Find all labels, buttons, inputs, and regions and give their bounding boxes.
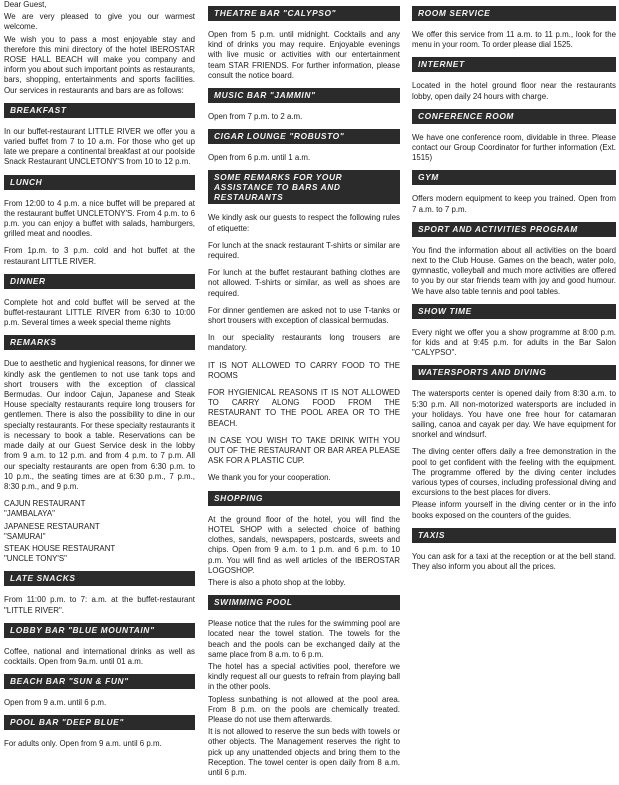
remarks-paragraph: For lunch at the buffet restaurant bathing clothes are not allowed. T-shirts or similar, as well as shoes are required. bbox=[208, 268, 400, 298]
room-service-heading: ROOM SERVICE bbox=[412, 6, 616, 21]
music-bar-heading: MUSIC BAR "JAMMIN" bbox=[208, 88, 400, 103]
cigar-lounge-heading: CIGAR LOUNGE "ROBUSTO" bbox=[208, 129, 400, 144]
internet-text: Located in the hotel ground floor near the restaurants lobby, open daily 24 hours with charge. bbox=[412, 81, 616, 101]
breakfast-text: In our buffet-restaurant LITTLE RIVER we offer you a varied buffet from 7 to 10 a.m. For those who get up late we prepare a continental breakfast at our poolside Snack Restaurant UNCLETONY'S from 10 to 12 p.m. bbox=[4, 126, 195, 167]
column-left bbox=[4, 0, 195, 757]
internet-heading: INTERNET bbox=[412, 57, 616, 72]
remarks-text: Due to aesthetic and hygienical reasons, for dinner we kindly ask the gentlemen to not use tank tops and short trousers with the exception of classical Bermudas. Our indoor Cajun, Japanese and Steak House specialty restaurants require long trousers for gentlemen. There is also the possibility to dine in our specialty restaurants. For these specialty restaurants it is necessary to book a table. Reservations can be made daily at our Guest Service desk in the lobby from 9 a.m. to 12 p.m. and from 4 p.m. to 7 p.m. All our specialty restaurants are open from 6:30 p.m. to 10 p.m., the seating times are at 6:30 p.m., 7 p.m., 8:30 p.m., and 9 p.m. bbox=[4, 359, 195, 491]
sport-heading: SPORT AND ACTIVITIES PROGRAM bbox=[412, 222, 616, 237]
taxis-heading: TAXIS bbox=[412, 528, 616, 543]
pool-bar-text: For adults only. Open from 9 a.m. until 6 p.m. bbox=[4, 739, 162, 749]
restaurant-type: JAPANESE RESTAURANT bbox=[4, 521, 100, 531]
remarks-paragraph: For lunch at the snack restaurant T-shirts or similar are required. bbox=[208, 240, 400, 261]
column-right bbox=[412, 0, 616, 579]
greeting: Dear Guest, bbox=[4, 0, 47, 9]
pool-rules-text-4: It is not allowed to reserve the sun beds with towels or other objects. The Management reserves the right to pick up any unattended objects and bring them to the Reception. The towel center is open daily from 8 a.m. until 6 p.m. bbox=[208, 727, 400, 777]
some-remarks-heading: SOME REMARKS FOR YOUR ASSISTANCE TO BARS AND RESTAURANTS bbox=[208, 170, 400, 204]
restaurant-type: STEAK HOUSE RESTAURANT bbox=[4, 543, 116, 553]
pool-rules-text-2: The hotel has a special activities pool, therefore we kindly request all our guests to refrain from playing ball in the other pools. bbox=[208, 661, 400, 692]
conference-room-text: We have one conference room, dividable in three. Please contact our Group Coordinator for further information (Ext. 1515) bbox=[412, 132, 616, 163]
room-service-text: We offer this service from 11 a.m. to 11 p.m., look for the menu in your room. To order please dial 1525. bbox=[412, 30, 616, 50]
theatre-bar-heading: THEATRE BAR "CALYPSO" bbox=[208, 6, 400, 21]
shopping-text-2: There is also a photo shop at the lobby. bbox=[208, 577, 346, 587]
beach-bar-heading: BEACH BAR "SUN & FUN" bbox=[4, 674, 195, 689]
remarks-paragraph: FOR HYGIENICAL REASONS IT IS NOT ALLOWED TO CARRY ALONG FOOD FROM THE RESTAURANT TO THE POOL AREA OR TO THE BEACH. bbox=[208, 388, 400, 428]
conference-room-heading: CONFERENCE ROOM bbox=[412, 109, 616, 124]
lobby-bar-text: Coffee, national and international drinks as well as cocktails. Open from 9a.m. until 01 a.m. bbox=[4, 646, 195, 666]
pool-bar-heading: POOL BAR "DEEP BLUE" bbox=[4, 715, 195, 730]
taxis-text: You can ask for a taxi at the reception or at the bell stand. They also inform you about all the prices. bbox=[412, 551, 616, 572]
column-middle bbox=[208, 0, 400, 785]
show-time-heading: SHOW TIME bbox=[412, 304, 616, 319]
lobby-bar-heading: LOBBY BAR "BLUE MOUNTAIN" bbox=[4, 623, 195, 638]
remarks-paragraph: We kindly ask our guests to respect the following rules of etiquette: bbox=[208, 213, 400, 233]
gym-heading: GYM bbox=[412, 170, 616, 185]
lunch-text: From 12:00 to 4 p.m. a nice buffet will be prepared at the restaurant buffet UNCLETONY'S. From 4 p.m. to 6 p.m. you can enjoy a buffet with salads, hamburgers, grilled meat and noodles. bbox=[4, 198, 195, 239]
late-snacks-heading: LATE SNACKS bbox=[4, 571, 195, 586]
gym-text: Offers modern equipment to keep you trained. Open from 7 a.m. to 7 p.m. bbox=[412, 194, 616, 214]
restaurant-item bbox=[4, 522, 195, 542]
pool-rules-text-3: Topless sunbathing is not allowed at the pool area. From 8 p.m. on the pools are chemically treated. Please do not use them afterwards. bbox=[208, 694, 400, 724]
watersports-heading: WATERSPORTS AND DIVING bbox=[412, 365, 616, 380]
cigar-lounge-text: Open from 6 p.m. until 1 a.m. bbox=[208, 153, 311, 163]
dinner-text: Complete hot and cold buffet will be served at the buffet-restaurant LITTLE RIVER from 6:30 to 10:00 p.m. Several times a week special theme nights bbox=[4, 297, 195, 328]
diving-info-text: Please inform yourself in the diving center or in the info books exposed on the counters of the guides. bbox=[412, 500, 616, 520]
remarks-paragraph: IT IS NOT ALLOWED TO CARRY FOOD TO THE ROOMS bbox=[208, 360, 400, 380]
shopping-text: At the ground floor of the hotel, you will find the HOTEL SHOP with a selected choice of bathing clothes, sandals, newspapers, postcards, sweets and chips. Open from 9 a.m. to 1 p.m. and 6 p.m. to 10 p.m. You will find as well articles of the IBEROSTAR LOGOSHOP. bbox=[208, 514, 400, 575]
restaurant-item bbox=[4, 499, 195, 519]
remarks-paragraph: For dinner gentlemen are asked not to use T-tanks or short trousers with exception of classical bermudas. bbox=[208, 305, 400, 326]
shopping-heading: SHOPPING bbox=[208, 491, 400, 506]
restaurant-name: "UNCLE TONY'S" bbox=[4, 554, 67, 564]
pool-rules-text: Please notice that the rules for the swimming pool are located near the towel station. The towels for the beach and the pools can be exchanged daily at the same place from 8 a.m. to 6 p.m. bbox=[208, 619, 400, 659]
intro-text: We wish you to pass a most enjoyable stay and therefore this mini directory of the hotel IBEROSTAR ROSE HALL BEACH will make you company and inform you about such important points as restaurants, bars, shopping, entertainments and sports facilities. Our services in restaurants and bars are as follows: bbox=[4, 34, 195, 95]
show-time-text: Every night we offer you a show programme at 8:00 p.m. for kids and at 9:45 p.m. for adults in the Bar Salon "CALYPSO". bbox=[412, 327, 616, 358]
swimming-pool-heading: SWIMMING POOL bbox=[208, 595, 400, 610]
dinner-heading: DINNER bbox=[4, 274, 195, 289]
sport-text: You find the information about all activities on the board next to the Club House. Games on the beach, water polo, gymnastic, volleyball and much more activities are offered to you by our star friends team with joy and good humour. We have also table tennis and pool tables. bbox=[412, 245, 616, 296]
lunch-heading: LUNCH bbox=[4, 175, 195, 190]
music-bar-text: Open from 7 p.m. to 2 a.m. bbox=[208, 112, 303, 122]
remarks-heading: REMARKS bbox=[4, 335, 195, 350]
watersports-text: The watersports center is opened daily from 8:30 a.m. to 5:30 p.m. All non-motorized watersports are included in your holidays. You have one free hour for catamaran sailing, canoa and cayak per day. We have equipment for snorkel and windsurf. bbox=[412, 389, 616, 440]
restaurant-name: "SAMURAI" bbox=[4, 531, 46, 541]
remarks-paragraph: We thank you for your cooperation. bbox=[208, 473, 331, 483]
remarks-paragraph: IN CASE YOU WISH TO TAKE DRINK WITH YOU OUT OF THE RESTAURANT OR BAR AREA PLEASE ASK FOR A PLASTIC CUP. bbox=[208, 435, 400, 466]
late-snacks-text: From 11:00 p.m. to 7: a.m. at the buffet-restaurant "LITTLE RIVER". bbox=[4, 595, 195, 615]
theatre-bar-text: Open from 5 p.m. until midnight. Cocktails and any kind of drinks you may require. Enjoyable evenings with live music or activities with our entertainment team STAR FRIENDS. For further information, please consult the notice board. bbox=[208, 30, 400, 80]
remarks-paragraph: In our speciality restaurants long trousers are mandatory. bbox=[208, 333, 400, 353]
welcome-text: We are very pleased to give you our warmest welcome. bbox=[4, 12, 195, 32]
diving-text: The diving center offers daily a free demonstration in the pool to get confident with the feeling with the equipment. The programme offered by the diving center includes various types of courses, including professional diving and excursions to the best places for divers. bbox=[412, 447, 616, 498]
restaurant-name: "JAMBALAYA" bbox=[4, 509, 55, 519]
restaurant-type: CAJUN RESTAURANT bbox=[4, 499, 86, 509]
restaurant-item bbox=[4, 544, 195, 564]
beach-bar-text: Open from 9 a.m. until 6 p.m. bbox=[4, 698, 107, 708]
breakfast-heading: BREAKFAST bbox=[4, 103, 195, 118]
lunch-text-2: From 1p.m. to 3 p.m. cold and hot buffet at the restaurant LITTLE RIVER. bbox=[4, 246, 195, 266]
